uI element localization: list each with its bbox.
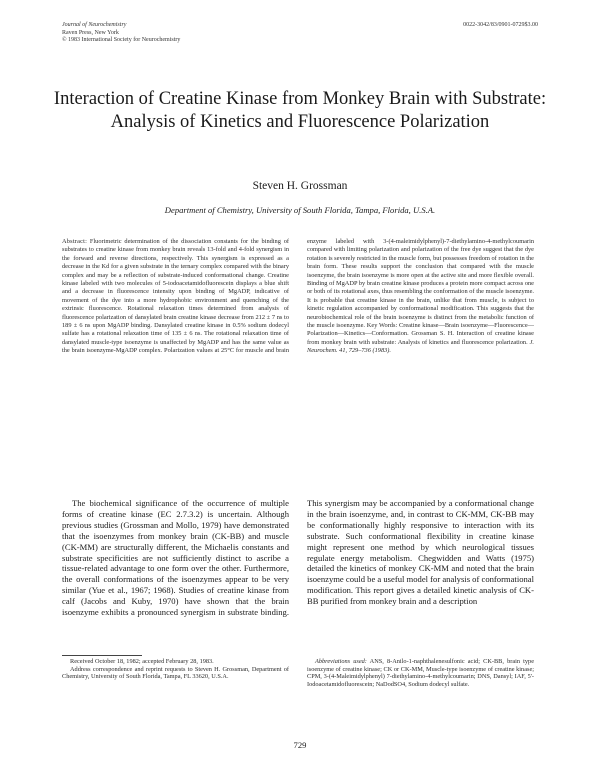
article-title: Interaction of Creatine Kinase from Monkey Brain with Substrate: Analysis of Kinetics and Fluorescence Polarization [53,89,547,132]
copyright: © 1983 International Society for Neurochemistry [62,37,181,43]
footnote-abbreviations [307,658,534,688]
body-text [62,498,534,630]
footnotes [62,658,534,718]
journal-name: Journal of Neurochemistry [62,22,127,28]
page-number: 729 [293,740,307,750]
abstract-lead: Abstract: [62,238,88,245]
abstract-citation: J. Neurochem. 41, 729–736 (1983). [307,338,534,355]
author-affiliation: Department of Chemistry, University of South Florida, Tampa, Florida, U.S.A. [164,205,436,215]
footnote-divider [62,655,142,656]
footnote-received: Received October 18, 1982; accepted February 28, 1983. [70,658,214,665]
publisher: Raven Press, New York [62,29,119,36]
body-paragraph: The biochemical significance of the occurrence of multiple forms of creatine kinase (EC 2.7.3.2) is uncertain. Although previous studies (Grossman and Mollo, 1979) have demonstrated that the isoenzymes from monkey brain (CK-BB) and muscle (CK-MM) are structurally different, the Michaelis constants and substrate specificities are not sufficiently distinct to ascribe a tissue-related advantage to one form over the other. Furthermore, the overall conformations of the isoenzymes appear to be very similar (Yue et al., 1967; 1968). Studies of creatine kinase from calf (Jacobs and Kuby, 1970) have shown that the brain isoenzyme exhibits a pronounced synergism in substrate binding. This synergism may be accompanied by a conformational change in the brain isoenzyme, and, in contrast to CK-MM, CK-BB may be conformationally highly responsive to interaction with its substrate. Such conformational flexibility in creatine kinase might represent one method by which neurological tissues regulate energy metabolism. Chegwidden and Watts (1975) detailed the kinetics of monkey CK-MM and noted that the brain isoenzyme could be a useful model for analysis of conformational modification. This report gives a detailed kinetic analysis of CK-BB purified from monkey brain and a description [62,498,534,618]
issn-code: 0022-3042/83/0901-0729$3.00 [463,22,538,28]
abbreviations-label: Abbreviations used: [315,658,367,665]
footnote-address: Address correspondence and reprint requests to Steven H. Grossman, Department of Chemistry, University of South Florida, Tampa, FL 33620, U.S.A. [62,665,289,681]
author-name: Steven H. Grossman [252,180,348,192]
abstract [62,238,534,458]
abbreviations-text: ANS, 8-Anilo-1-naphthalenesulfonic acid; CK-BB, brain type isoenzyme of creatine kinase; CK or CK-MM, Muscle-type isoenzyme of creatine kinase; CPM, 3-(4-Maleimidylphenyl) 7-diethylamino-4-methylcoumarin; DNS, Dansyl; IAF, 5'-Iodoacetamidofluorescein; NaDodSO4, Sodium dodecyl sulfate. [307,658,534,688]
abstract-text: Fluorimetric determination of the dissociation constants for the binding of substrates to creatine kinase from monkey brain reveals 13-fold and 4-fold synergism in the forward and reverse directions, respectively. This synergism is expressed as a decrease in the Kd for a given substrate in the ternary complex compared with the binary complex and may be a reflection of substrate-induced conformational change. Creatine kinase labeled with two molecules of 5-iodoacetamidofluorescein displays a blue shift and a decrease in fluorescence intensity upon binding of MgADP, indicative of movement of the dye into a more hydrophobic environment and quenching of the extrinsic fluorescence. Rotational relaxation times determined from analysis of fluorescence polarization of dansylated brain creatine kinase decrease from 212 ± 7 ns to 189 ± 6 ns upon MgADP binding. Dansylated creatine kinase in 0.5% sodium dodecyl sulfate has a rotational relaxation time of 135 ± 6 ns. The rotational relaxation time of dansylated muscle-type isoenzyme is unaffected by MgADP and has the same value as the brain isoenzyme-MgADP complex. Polarization values at 25°C for muscle and brain enzyme labeled with 3-(4-maleimidylphenyl)-7-diethylamino-4-methylcoumarin compared with limiting polarization and polarization of the free dye suggest that the dye rotation is severely restricted in the muscle form, but possesses freedom of rotation in the brain form. These results support the conclusion that compared with the muscle isoenzyme, the brain isoenzyme is more open at the active site and more flexible overall. Binding of MgADP by brain creatine kinase produces a protein more compact across one or both of its rotational axes, thus resembling the conformation of the muscle isoenzyme. It is probable that creatine kinase in the brain, unlike that from muscle, is subject to kinetic regulation accompanied by conformational modification. This suggests that the neurobiochemical role of the brain isoenzyme is distinct from the metabolic function of the muscle isoenzyme. Key Words: Creatine kinase—Brain isoenzyme—Fluorescence—Polarization—Kinetics—Conformation. Grossman S. H. Interaction of creatine kinase from monkey brain with substrate: Analysis of kinetics and fluorescence polarization. [62,238,534,355]
journal-header [62,22,180,45]
